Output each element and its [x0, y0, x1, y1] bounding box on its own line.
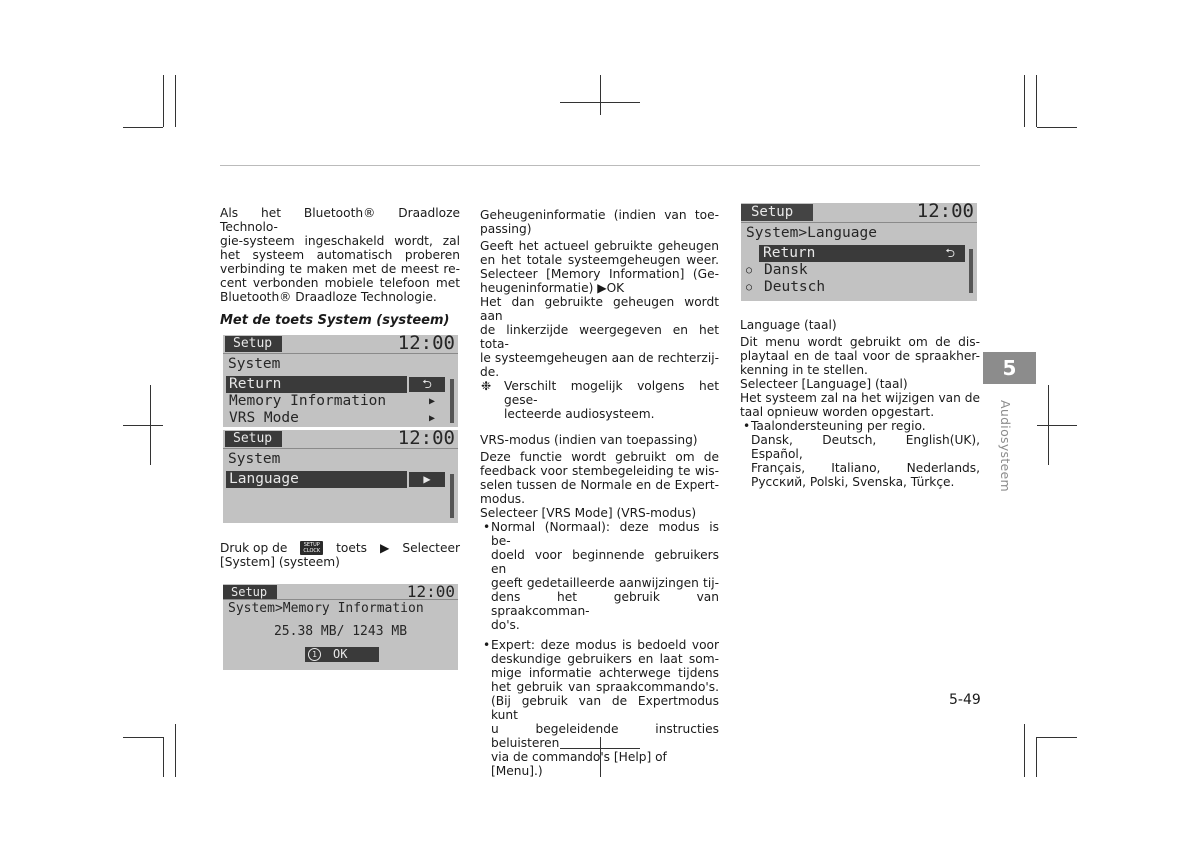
list-item-normal — [480, 520, 719, 632]
screen-system-menu — [223, 335, 458, 427]
column-1 — [220, 206, 460, 340]
crop-mark — [163, 75, 164, 127]
instruction-text — [220, 541, 460, 569]
ok-label: OK — [333, 647, 348, 661]
text-line: Geeft het actueel gebruikte geheugen — [480, 239, 719, 253]
text-line: geeft gedetailleerde aanwijzingen tij- — [491, 576, 719, 590]
clock: 12:00 — [397, 430, 455, 449]
vrs-paragraph — [480, 450, 719, 520]
screen-memory-information — [223, 584, 458, 670]
instruction-line — [220, 541, 460, 555]
return-icon: ⮌ — [945, 246, 955, 260]
text-line: gie-systeem ingeschakeld wordt, zal — [220, 234, 460, 248]
scrollbar[interactable] — [450, 474, 454, 518]
crop-mark — [1037, 737, 1077, 738]
text-line: verbinding te maken met de meest re- — [220, 262, 460, 276]
text-line: Normal (Normaal): deze modus is be- — [491, 520, 719, 548]
setup-clock-key-icon — [300, 541, 323, 555]
radio-icon: ○ — [746, 282, 753, 293]
arrow-right-icon: ▶ — [380, 541, 390, 555]
vrs-heading: VRS-modus (indien van toepassing) — [480, 433, 698, 447]
text-line: Selecteer [Language] (taal) — [740, 377, 908, 391]
screen-breadcrumb: System>Memory Information — [228, 601, 424, 616]
text-line: modus. — [480, 492, 526, 506]
ok-button[interactable] — [305, 647, 379, 662]
text-line: Français, Italiano, Nederlands, — [751, 461, 980, 475]
crop-mark — [1036, 737, 1037, 777]
memory-heading: passing) — [480, 222, 532, 236]
text-line: Als het Bluetooth® Draadloze Technolo- — [220, 206, 460, 234]
text-line: het systeem automatisch proberen — [220, 248, 460, 262]
text-line: do's. — [491, 618, 520, 632]
text-line: Dansk, Deutsch, English(UK), Español, — [751, 433, 980, 461]
menu-item-language[interactable] — [226, 471, 407, 488]
memory-paragraph — [480, 239, 719, 379]
language-option-deutsch[interactable] — [744, 279, 959, 296]
text-line: de. — [480, 365, 500, 379]
crop-mark — [1024, 724, 1025, 777]
text-line: selen tussen de Normale en de Expert- — [480, 478, 719, 492]
crop-mark — [123, 425, 163, 426]
text-line: en het totale systeemgeheugen weer. — [480, 253, 719, 267]
language-heading: Language (taal) — [740, 318, 837, 332]
screen-language-select — [741, 203, 977, 301]
language-paragraph — [740, 335, 980, 419]
instruction-part: Selecteer — [402, 541, 460, 555]
menu-item-label: Dansk — [764, 262, 808, 278]
return-icon[interactable]: ⮌ — [409, 377, 445, 392]
text-line: Русский, Polski, Svenska, Türkçe. — [751, 475, 955, 489]
menu-item-label: VRS Mode — [229, 410, 299, 426]
bullet-icon: • — [743, 419, 751, 433]
screen-header — [223, 335, 458, 354]
setup-tab: Setup — [225, 431, 282, 447]
crop-mark — [600, 75, 601, 115]
menu-item-return[interactable] — [226, 376, 407, 393]
list-item-languages — [740, 419, 980, 489]
text-line: feedback voor stembegeleiding te wis- — [480, 464, 719, 478]
setup-tab: Setup — [741, 204, 813, 221]
column-3 — [740, 318, 980, 489]
note-symbol-icon: ❉ — [481, 379, 492, 393]
crop-mark — [175, 75, 176, 127]
crop-mark — [1037, 127, 1077, 128]
chevron-right-icon[interactable]: ▶ — [409, 472, 445, 487]
text-line: u begeleidende instructies beluisteren — [491, 722, 719, 750]
text-line: playtaal en de taal voor de spraakher- — [740, 349, 980, 363]
menu-item-label: Language — [229, 471, 299, 487]
menu-item-memory-information[interactable] — [226, 393, 441, 410]
radio-icon: ○ — [746, 265, 753, 276]
instruction-part: Druk op de — [220, 541, 288, 555]
column-2 — [480, 208, 719, 778]
text-line: kenning in te stellen. — [740, 363, 868, 377]
menu-item-label: Return — [229, 376, 282, 392]
language-option-dansk[interactable] — [744, 262, 959, 279]
memory-value: 25.38 MB/ 1243 MB — [273, 624, 408, 639]
setup-tab: Setup — [225, 336, 282, 352]
text-line: Selecteer [VRS Mode] (VRS-modus) — [480, 506, 697, 520]
text-line: (Bij gebruik van de Expertmodus kunt — [491, 694, 719, 722]
memory-heading: Geheugeninformatie (indien van toe- — [480, 208, 719, 222]
text-line: Het systeem zal na het wijzigen van de — [740, 391, 980, 405]
setup-tab: Setup — [223, 585, 277, 599]
crop-mark — [175, 724, 176, 777]
screen-breadcrumb: System — [228, 451, 281, 467]
crop-mark — [150, 385, 151, 465]
text-line: cent verbonden mobiele telefoon met — [220, 276, 460, 290]
chevron-right-icon: ▶ — [428, 396, 435, 407]
clock: 12:00 — [916, 203, 974, 222]
key-label: CLOCK — [303, 548, 321, 554]
section-heading: Met de toets System (systeem) — [220, 313, 450, 328]
crop-mark — [123, 127, 163, 128]
screen-header — [223, 430, 458, 449]
intro-paragraph — [220, 206, 460, 304]
note — [480, 379, 719, 421]
chevron-right-icon: ▶ — [428, 413, 435, 424]
menu-item-vrs-mode[interactable] — [226, 410, 441, 427]
text-line: Expert: deze modus is bedoeld voor — [491, 638, 719, 652]
header-rule — [220, 165, 980, 166]
screen-header — [223, 584, 458, 600]
number-one-icon: 1 — [308, 648, 321, 661]
instruction-line: [System] (systeem) — [220, 555, 340, 569]
crop-mark — [123, 737, 163, 738]
text-line: taal opnieuw worden opgestart. — [740, 405, 935, 419]
crop-mark — [163, 737, 164, 777]
text-line: via de commando's [Help] of [Menu].) — [491, 750, 667, 778]
crop-mark — [1037, 425, 1077, 426]
scrollbar[interactable] — [450, 379, 454, 423]
bullet-icon: • — [483, 520, 491, 534]
text-line: le systeemgeheugen aan de rechterzij- — [480, 351, 719, 365]
section-title-text: Audiosysteem — [998, 400, 1013, 493]
text-line: de linkerzijde weergegeven en het tota- — [480, 323, 719, 351]
text-line: dens het gebruik van spraakcomman- — [491, 590, 719, 618]
menu-item-label: Deutsch — [764, 279, 826, 295]
screen-header — [741, 203, 977, 223]
bullet-icon: • — [483, 638, 491, 652]
menu-item-label: Return — [763, 245, 816, 261]
chapter-number-tab: 5 — [983, 352, 1036, 384]
text-line: Verschilt mogelijk volgens het gese- — [504, 379, 719, 407]
menu-item-return[interactable] — [759, 245, 965, 262]
text-line: Het dan gebruikte geheugen wordt aan — [480, 295, 719, 323]
instruction-part: toets — [336, 541, 368, 555]
crop-mark — [1024, 75, 1025, 127]
menu-item-label: Memory Information — [229, 393, 387, 409]
text-line: Bluetooth® Draadloze Technologie. — [220, 290, 437, 304]
text-line: Deze functie wordt gebruikt om de — [480, 450, 719, 464]
clock: 12:00 — [406, 584, 455, 601]
page-number: 5-49 — [949, 692, 981, 708]
text-line: Taalondersteuning per regio. — [751, 419, 926, 433]
text-line: deskundige gebruikers en laat som- — [491, 652, 719, 666]
text-line: mige informatie achterwege tijdens — [491, 666, 719, 680]
screen-system-language — [223, 430, 458, 523]
crop-mark — [1048, 385, 1049, 465]
scrollbar[interactable] — [969, 249, 973, 293]
text-line: Dit menu wordt gebruikt om de dis- — [740, 335, 980, 349]
text-line: heugeninformatie) ▶OK — [480, 281, 625, 295]
text-line: doeld voor beginnende gebruikers en — [491, 548, 719, 576]
screen-breadcrumb: System — [228, 356, 281, 372]
screen-breadcrumb: System>Language — [746, 225, 877, 241]
clock: 12:00 — [397, 335, 455, 354]
list-item-expert — [480, 638, 719, 778]
text-line: lecteerde audiosysteem. — [504, 407, 655, 421]
key-label: SETUP — [303, 542, 320, 548]
section-title — [993, 400, 1013, 500]
text-line: het gebruik van spraakcommando's. — [491, 680, 719, 694]
crop-mark — [1036, 75, 1037, 127]
text-line: Selecteer [Memory Information] (Ge- — [480, 267, 719, 281]
